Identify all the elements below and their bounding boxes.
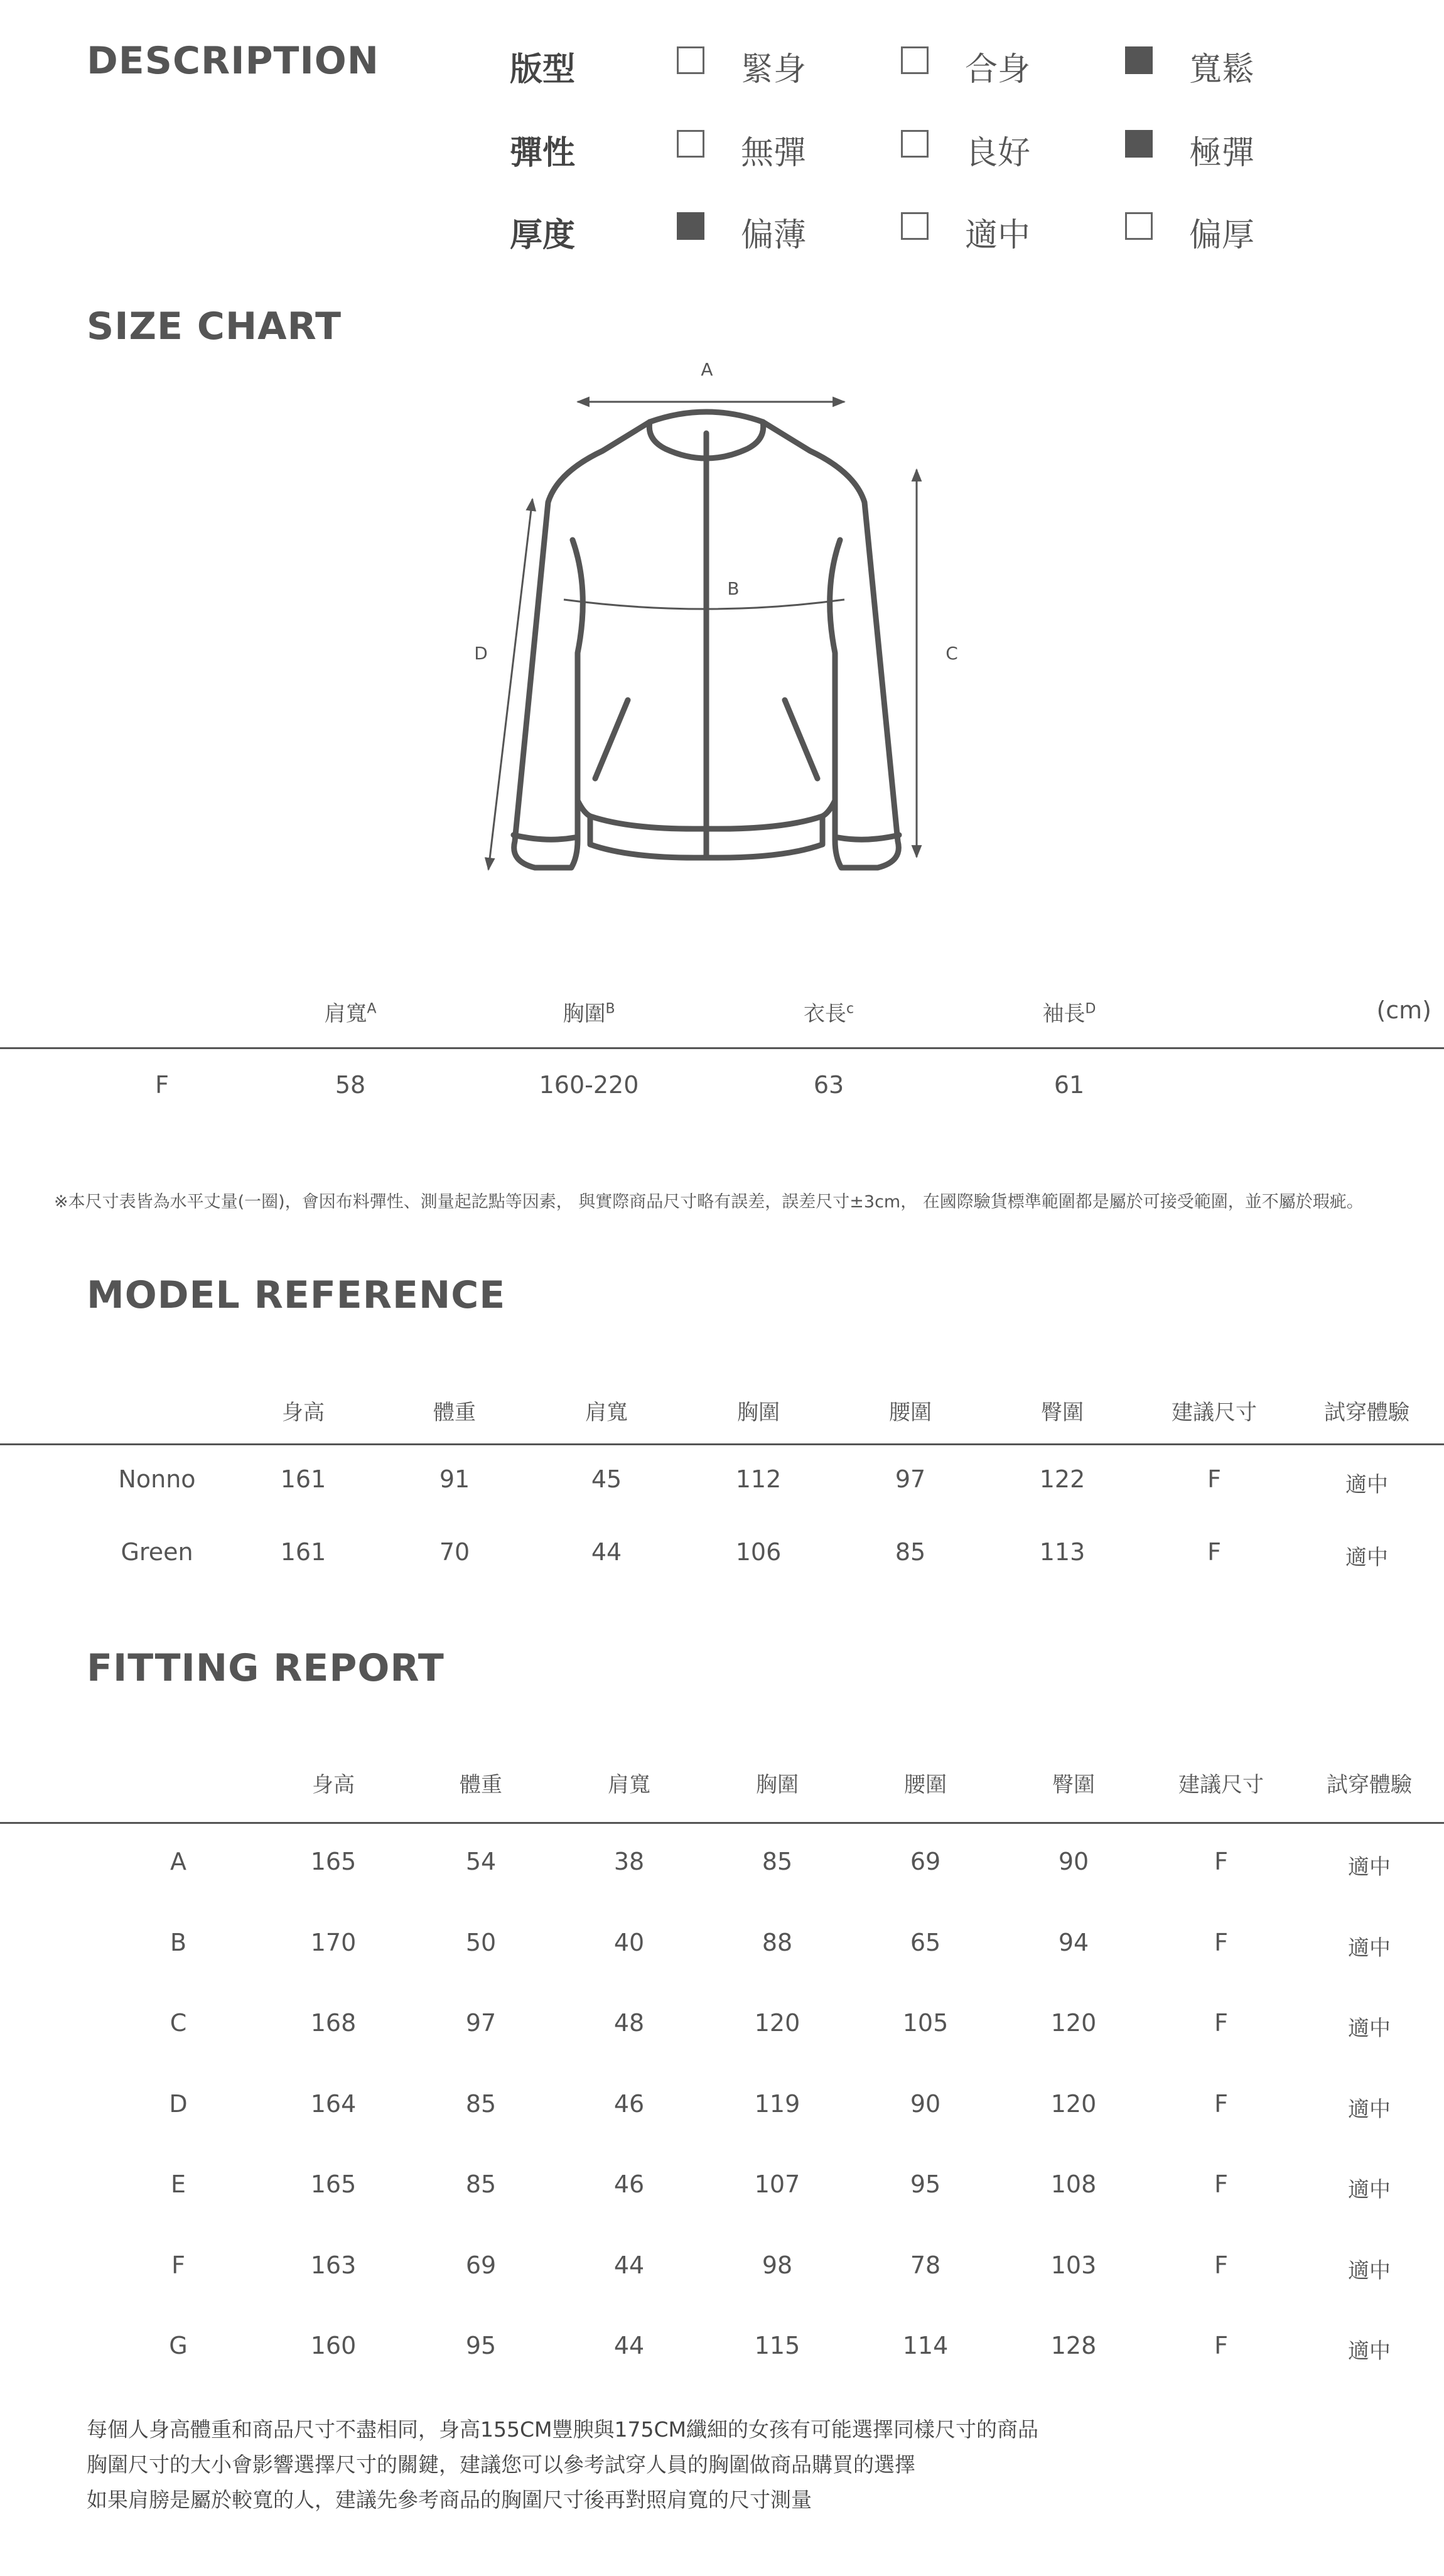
table-cell: 85 <box>895 1538 926 1566</box>
table-cell: 115 <box>754 2332 800 2359</box>
description-title: DESCRIPTION <box>87 39 380 83</box>
size-header-cell <box>753 996 904 1027</box>
table-cell: F <box>1214 2332 1228 2359</box>
table-cell: 65 <box>910 1928 941 1956</box>
table-cell: 48 <box>613 2009 645 2037</box>
jacket-diagram <box>465 352 992 904</box>
table-row-label: Nonno <box>118 1465 196 1493</box>
table-cell: 161 <box>280 1465 326 1493</box>
table-cell: 122 <box>1039 1465 1086 1493</box>
size-header-text: 肩寬 <box>324 1001 367 1027</box>
size-header-cell <box>994 996 1145 1027</box>
table-header-cell: 腰圍 <box>904 1772 947 1797</box>
table-cell: 120 <box>1050 2009 1097 2037</box>
description-option-label: 寬鬆 <box>1189 51 1255 89</box>
table-cell: 85 <box>762 1848 793 1875</box>
size-header-text: 衣長 <box>803 1001 846 1027</box>
table-row-label: F <box>171 2251 185 2279</box>
table-row-label: G <box>169 2332 188 2359</box>
table-cell: 85 <box>465 2170 497 2198</box>
checked-box-icon <box>1125 46 1153 74</box>
size-header-sup: D <box>1085 1001 1096 1017</box>
table-cell: 90 <box>1058 1848 1089 1875</box>
table-cell: 97 <box>895 1465 926 1493</box>
checked-box-icon <box>677 212 704 240</box>
table-row-label: B <box>170 1928 187 1956</box>
table-cell: 78 <box>910 2251 941 2279</box>
size-header-cell <box>275 996 426 1027</box>
table-cell: 119 <box>754 2089 800 2118</box>
table-cell: 70 <box>439 1538 470 1566</box>
table-cell: F <box>1207 1465 1221 1493</box>
label-a: A <box>701 359 713 380</box>
table-cell: 168 <box>310 2009 357 2037</box>
footer-line: 每個人身高體重和商品尺寸不盡相同，身高155CM豐腴與175CM纖細的女孩有可能選擇同樣尺寸的商品 <box>87 2417 1039 2442</box>
table-header-cell: 體重 <box>460 1772 502 1797</box>
table-cell: 103 <box>1050 2251 1097 2279</box>
description-option-label: 極彈 <box>1189 134 1255 172</box>
table-cell: 38 <box>613 1848 645 1875</box>
description-option-label: 緊身 <box>741 51 807 89</box>
jacket-outline <box>514 412 899 868</box>
description-option-label: 適中 <box>965 217 1031 254</box>
table-cell: 107 <box>754 2170 800 2198</box>
label-d: D <box>474 643 488 664</box>
table-cell: 161 <box>280 1538 326 1566</box>
table-cell: 128 <box>1050 2332 1097 2359</box>
table-header-cell: 臀圍 <box>1052 1772 1095 1797</box>
table-header-cell: 胸圍 <box>737 1400 780 1425</box>
description-option-label: 合身 <box>965 51 1031 89</box>
table-cell: 88 <box>762 1928 793 1956</box>
description-row-label: 厚度 <box>510 217 576 254</box>
table-row-label: C <box>170 2009 187 2037</box>
table-cell: 164 <box>310 2089 357 2118</box>
table-cell: F <box>1214 2170 1228 2198</box>
table-header-cell: 試穿體驗 <box>1324 1400 1409 1425</box>
table-cell: 適中 <box>1348 2096 1391 2122</box>
table-cell: 適中 <box>1348 1935 1391 1961</box>
footer-line: 如果肩膀是屬於較寬的人，建議先參考商品的胸圍尺寸後再對照肩寬的尺寸測量 <box>87 2487 812 2512</box>
table-cell: 120 <box>1050 2089 1097 2118</box>
checked-box-icon <box>1125 130 1153 158</box>
table-cell: 170 <box>310 1928 357 1956</box>
unit-label: (cm) <box>1376 996 1431 1024</box>
table-cell: 44 <box>613 2332 645 2359</box>
table-rule <box>0 1443 1444 1445</box>
table-header-cell: 臀圍 <box>1041 1400 1084 1425</box>
description-option-label: 偏厚 <box>1189 217 1255 254</box>
table-header-cell: 建議尺寸 <box>1178 1772 1264 1797</box>
size-table-cell: 160-220 <box>539 1071 639 1099</box>
table-header-cell: 肩寬 <box>585 1400 628 1425</box>
table-header-cell: 體重 <box>433 1400 476 1425</box>
table-cell: 44 <box>591 1538 622 1566</box>
measure-d-arrow <box>488 499 532 870</box>
table-cell: 105 <box>902 2009 949 2037</box>
table-cell: 46 <box>613 2170 645 2198</box>
description-option-label: 良好 <box>965 134 1031 172</box>
size-header-text: 胸圍 <box>563 1001 606 1027</box>
label-c: C <box>946 643 958 664</box>
table-cell: 165 <box>310 1848 357 1875</box>
table-cell: 120 <box>754 2009 800 2037</box>
table-cell: 69 <box>910 1848 941 1875</box>
unchecked-box-icon <box>901 130 929 158</box>
table-header-cell: 試穿體驗 <box>1327 1772 1412 1797</box>
table-cell: F <box>1207 1538 1221 1566</box>
table-row-label: D <box>169 2089 188 2118</box>
description-row-label: 彈性 <box>510 134 576 172</box>
footer-notes <box>87 2412 1038 2518</box>
description-option-label: 偏薄 <box>741 217 807 254</box>
table-cell: F <box>1214 1928 1228 1956</box>
table-header-cell: 肩寬 <box>608 1772 650 1797</box>
unchecked-box-icon <box>677 46 704 74</box>
size-note: ※本尺寸表皆為水平丈量(一圈)，會因布料彈性、測量起訖點等因素， 與實際商品尺寸略有誤差，誤差尺寸±3cm， 在國際驗貨標準範圍都是屬於可接受範圍，並不屬於瑕疵。 <box>54 1192 1364 1212</box>
table-cell: F <box>1214 2089 1228 2118</box>
size-table-cell: 63 <box>813 1071 844 1099</box>
footer-line: 胸圍尺寸的大小會影響選擇尺寸的關鍵，建議您可以參考試穿人員的胸圍做商品購買的選擇 <box>87 2452 915 2477</box>
size-table-cell: 58 <box>335 1071 366 1099</box>
size-header-cell <box>514 996 664 1027</box>
table-cell: F <box>1214 2009 1228 2037</box>
table-row-label: E <box>170 2170 186 2198</box>
table-cell: 適中 <box>1348 2177 1391 2202</box>
table-cell: 54 <box>465 1848 497 1875</box>
table-rule <box>0 1047 1444 1049</box>
table-cell: 114 <box>902 2332 949 2359</box>
table-cell: 112 <box>735 1465 782 1493</box>
table-cell: 適中 <box>1348 2339 1391 2364</box>
table-header-cell: 腰圍 <box>889 1400 932 1425</box>
unchecked-box-icon <box>901 212 929 240</box>
table-cell: 45 <box>591 1465 622 1493</box>
table-cell: 163 <box>310 2251 357 2279</box>
table-header-cell: 身高 <box>312 1772 355 1797</box>
table-cell: 適中 <box>1348 2258 1391 2283</box>
table-cell: F <box>1214 2251 1228 2279</box>
table-cell: 適中 <box>1345 1472 1388 1497</box>
table-cell: 165 <box>310 2170 357 2198</box>
table-cell: 適中 <box>1345 1545 1388 1570</box>
table-cell: 44 <box>613 2251 645 2279</box>
table-cell: 95 <box>465 2332 497 2359</box>
size-header-text: 袖長 <box>1042 1001 1086 1027</box>
table-cell: 98 <box>762 2251 793 2279</box>
description-option-label: 無彈 <box>741 134 807 172</box>
size-header-sup: A <box>367 1001 377 1017</box>
table-row-label: A <box>170 1848 186 1875</box>
size-row-label: F <box>155 1071 169 1099</box>
table-row-label: Green <box>121 1538 193 1566</box>
table-cell: F <box>1214 1848 1228 1875</box>
table-rule <box>0 1822 1444 1824</box>
table-cell: 95 <box>910 2170 941 2198</box>
size-header-sup: B <box>605 1001 615 1017</box>
unchecked-box-icon <box>901 46 929 74</box>
description-row-label: 版型 <box>510 51 576 89</box>
table-header-cell: 身高 <box>282 1400 325 1425</box>
fitting-report-title: FITTING REPORT <box>87 1646 445 1690</box>
table-cell: 94 <box>1058 1928 1089 1956</box>
table-cell: 適中 <box>1348 1855 1391 1880</box>
table-cell: 適中 <box>1348 2016 1391 2041</box>
table-cell: 85 <box>465 2089 497 2118</box>
table-cell: 40 <box>613 1928 645 1956</box>
table-cell: 69 <box>465 2251 497 2279</box>
size-table-cell: 61 <box>1053 1071 1085 1099</box>
size-chart-title: SIZE CHART <box>87 304 342 348</box>
table-header-cell: 胸圍 <box>756 1772 799 1797</box>
table-cell: 46 <box>613 2089 645 2118</box>
table-cell: 97 <box>465 2009 497 2037</box>
table-cell: 160 <box>310 2332 357 2359</box>
table-cell: 106 <box>735 1538 782 1566</box>
size-header-sup: c <box>846 1001 854 1017</box>
table-cell: 90 <box>910 2089 941 2118</box>
table-header-cell: 建議尺寸 <box>1172 1400 1257 1425</box>
table-cell: 91 <box>439 1465 470 1493</box>
label-b: B <box>727 578 740 599</box>
table-cell: 50 <box>465 1928 497 1956</box>
unchecked-box-icon <box>677 130 704 158</box>
table-cell: 113 <box>1039 1538 1086 1566</box>
model-reference-title: MODEL REFERENCE <box>87 1273 506 1317</box>
table-cell: 108 <box>1050 2170 1097 2198</box>
unchecked-box-icon <box>1125 212 1153 240</box>
